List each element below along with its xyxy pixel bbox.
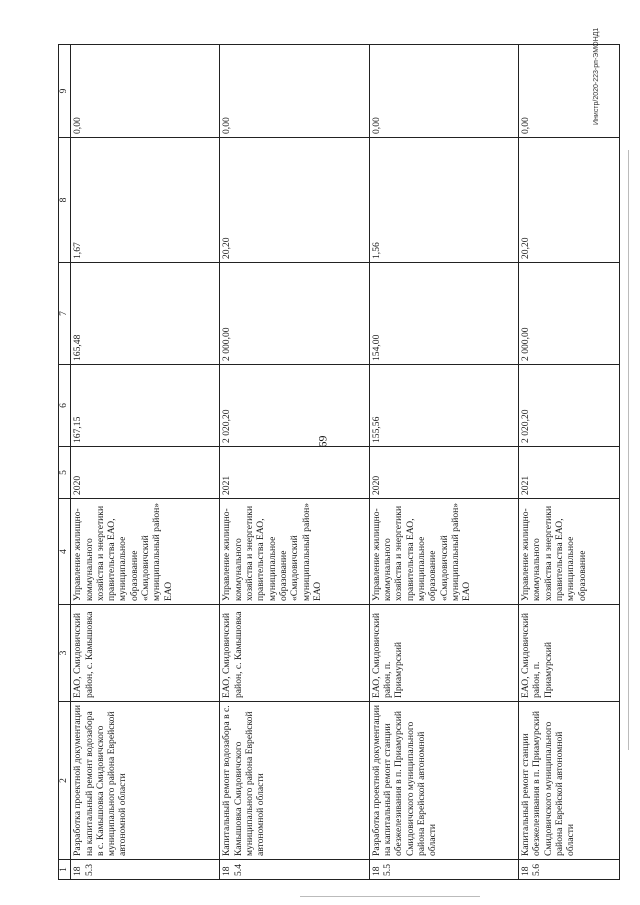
project-customer: Управление жилищно-коммунального хозяйства и энергетики правительства ЕАО, муниципальное образование «Смидовичский муниципальный район» ЕАО bbox=[369, 499, 518, 605]
project-location: ЕАО, Смидовичский район, п. Приамурский bbox=[369, 605, 518, 702]
page-number: 69 bbox=[315, 435, 330, 448]
project-location: ЕАО, Смидовичский район, с. Камышовка bbox=[220, 605, 369, 702]
row-number: 185.4 bbox=[220, 860, 369, 880]
cell-col-9: 0,00 bbox=[220, 45, 369, 138]
header-col-4: 4 bbox=[59, 499, 71, 605]
cell-col-6: 2 020,20 bbox=[220, 365, 369, 447]
cell-col-7: 2 000,00 bbox=[220, 263, 369, 365]
cell-col-6: 167,15 bbox=[71, 365, 220, 447]
header-col-3: 3 bbox=[59, 605, 71, 702]
table-header-row bbox=[59, 45, 71, 880]
row-number: 185.5 bbox=[369, 860, 518, 880]
project-location: ЕАО, Смидовичский район, п. Приамурский bbox=[519, 605, 620, 702]
cell-col-8: 20,20 bbox=[519, 138, 620, 263]
header-col-6: 6 bbox=[59, 365, 71, 447]
table-row bbox=[71, 45, 220, 880]
cell-col-8: 1,56 bbox=[369, 138, 518, 263]
project-year: 2020 bbox=[71, 447, 220, 499]
cell-col-7: 2 000,00 bbox=[519, 263, 620, 365]
project-customer: Управление жилищно-коммунального хозяйства и энергетики правительства ЕАО, муниципальное образование «Смидовичский муниципальный район» ЕАО bbox=[71, 499, 220, 605]
header-col-1: 1 bbox=[59, 860, 71, 880]
cell-col-7: 165,48 bbox=[71, 263, 220, 365]
cell-col-9: 0,00 bbox=[519, 45, 620, 138]
header-col-5: 5 bbox=[59, 447, 71, 499]
table-row bbox=[369, 45, 518, 880]
project-customer: Управление жилищно-коммунального хозяйства и энергетики правительства ЕАО, муниципальное образование bbox=[519, 499, 620, 605]
table-row bbox=[519, 45, 620, 880]
row-number: 185.6 bbox=[519, 860, 620, 880]
cell-col-9: 0,00 bbox=[71, 45, 220, 138]
project-location: ЕАО, Смидовичский район, с. Камышовка bbox=[71, 605, 220, 702]
cell-col-7: 154,00 bbox=[369, 263, 518, 365]
cell-col-6: 155,56 bbox=[369, 365, 518, 447]
projects-table bbox=[58, 44, 620, 880]
cell-col-6: 2 020,20 bbox=[519, 365, 620, 447]
project-name: Разработка проектной документации на капитальный ремонт водозабора в с. Камышовка Смидовичского муниципального района Еврейской автономной области bbox=[71, 702, 220, 860]
project-name: Разработка проектной документации на капитальный ремонт станции обезжелезивания в п. Приамурский Смидовичского муниципального района Еврейской автономной области bbox=[369, 702, 518, 860]
cell-col-8: 20,20 bbox=[220, 138, 369, 263]
row-number: 185.3 bbox=[71, 860, 220, 880]
project-customer: Управление жилищно-коммунального хозяйства и энергетики правительства ЕАО, муниципальное образование «Смидовичский муниципальный район» ЕАО bbox=[220, 499, 369, 605]
table-row bbox=[220, 45, 369, 880]
header-col-9: 9 bbox=[59, 45, 71, 138]
header-col-8: 8 bbox=[59, 138, 71, 263]
project-year: 2020 bbox=[369, 447, 518, 499]
project-year: 2021 bbox=[220, 447, 369, 499]
cell-col-8: 1,67 bbox=[71, 138, 220, 263]
header-col-7: 7 bbox=[59, 263, 71, 365]
scan-edge-line bbox=[628, 150, 629, 750]
rotated-table-sheet bbox=[58, 45, 620, 880]
cell-col-9: 0,00 bbox=[369, 45, 518, 138]
project-name: Капитальный ремонт водозабора в с. Камышовка Смидовичского муниципального района Еврейской автономной области bbox=[220, 702, 369, 860]
project-name: Капитальный ремонт станции обезжелезивания в п. Приамурский Смидовичского муниципального района Еврейской автономной области bbox=[519, 702, 620, 860]
header-col-2: 2 bbox=[59, 702, 71, 860]
scan-footer-line bbox=[300, 896, 480, 897]
project-year: 2021 bbox=[519, 447, 620, 499]
document-stamp: Инистр/2020-223-рп-ЭМОНД1 bbox=[593, 27, 600, 125]
